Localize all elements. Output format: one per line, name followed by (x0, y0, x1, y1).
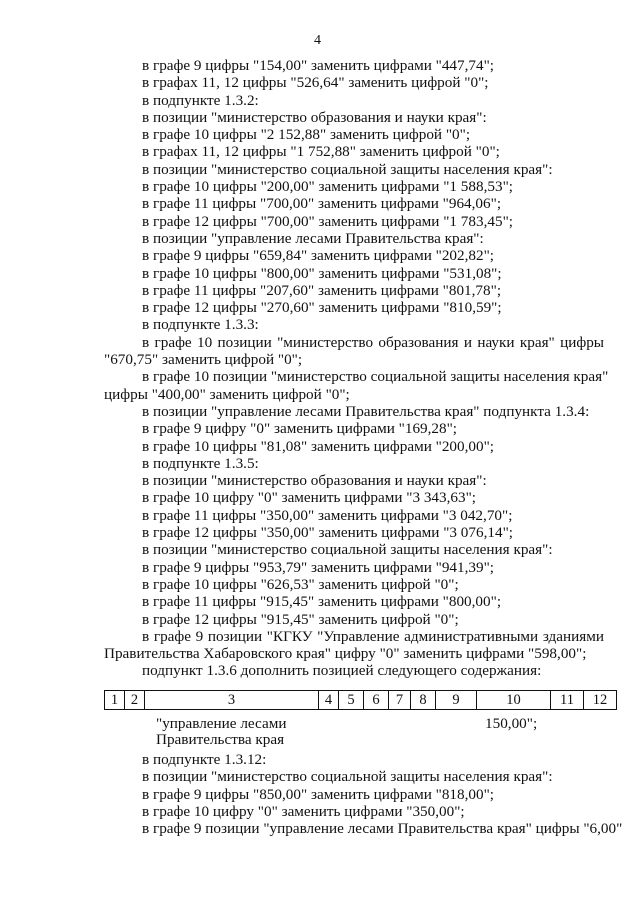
text-line: в графе 9 цифры "154,00" заменить цифрами "447,74"; (142, 57, 495, 74)
text-line: в графе 11 цифры "700,00" заменить цифрами "964,06"; (142, 195, 502, 213)
table-header-row (105, 691, 617, 710)
column-number-cell: 5 (339, 691, 364, 710)
text-line: в графе 9 цифры "659,84" заменить цифрами "202,82"; (142, 247, 495, 265)
text-line: в подпункте 1.3.5: (142, 454, 259, 472)
text-line: в позиции "министерство социальной защиты населения края": (142, 160, 553, 178)
text-line: в графе 9 цифры "850,00" заменить цифрами "818,00"; (142, 785, 495, 803)
text-line: Правительства Хабаровского края" цифру "0" заменить цифрами "598,00"; (104, 645, 587, 663)
text-line: в графе 10 цифры "626,53" заменить цифрой "0"; (142, 575, 459, 593)
text-line: в графе 12 цифры "915,45" заменить цифрой "0"; (142, 610, 459, 628)
column-number-cell: 11 (551, 691, 584, 710)
position-name (156, 716, 286, 748)
text-line: в графе 10 позиции "министерство образования и науки края" цифры (142, 333, 604, 351)
text-line: в позиции "министерство социальной защиты населения края": (142, 768, 553, 786)
text-line: в графе 9 позиции "управление лесами Правительства края" цифры "6,00" (142, 820, 623, 838)
text-line: в графе 11 цифры "915,45" заменить цифрами "800,00"; (142, 593, 502, 611)
text-line: в графе 9 позиции "КГКУ "Управление административными зданиями (142, 627, 604, 645)
document-body-continued (0, 751, 635, 837)
position-name-line: "управление лесами (156, 715, 287, 732)
text-line: в графе 11 цифры "207,60" заменить цифрами "801,78"; (142, 281, 502, 299)
column-number-cell: 4 (319, 691, 339, 710)
text-line: в графе 10 цифру "0" заменить цифрами "350,00"; (142, 802, 465, 820)
text-line: в позиции "министерство социальной защиты населения края": (142, 541, 553, 559)
document-body (0, 57, 635, 680)
text-line: в графе 12 цифры "700,00" заменить цифрами "1 783,45"; (142, 212, 513, 230)
column-number-cell: 3 (145, 691, 319, 710)
column-number-cell: 8 (411, 691, 436, 710)
text-line: в графе 10 цифры "81,08" заменить цифрами "200,00"; (142, 437, 495, 455)
text-line: в графе 12 цифры "270,60" заменить цифрами "810,59"; (142, 299, 502, 317)
text-line: в графе 10 цифры "800,00" заменить цифрами "531,08"; (142, 264, 502, 282)
column-number-cell: 9 (436, 691, 477, 710)
text-line: в графе 9 цифру "0" заменить цифрами "169,28"; (142, 420, 458, 438)
text-line: в графах 11, 12 цифры "526,64" заменить цифрой "0"; (142, 74, 489, 92)
text-line: в подпункте 1.3.2: (142, 91, 259, 109)
text-line: в позиции "министерство образования и науки края": (142, 108, 487, 126)
column-number-table (104, 690, 617, 710)
column-10-value: 150,00"; (485, 715, 538, 732)
column-number-cell: 1 (105, 691, 125, 710)
text-line: в позиции "управление лесами Правительства края" подпункта 1.3.4: (142, 402, 590, 420)
page-number: 4 (314, 33, 321, 48)
column-number-cell: 6 (364, 691, 389, 710)
text-line: в позиции "управление лесами Правительства края": (142, 229, 484, 247)
position-name-line: Правительства края (156, 731, 285, 748)
column-number-cell: 12 (584, 691, 617, 710)
column-number-cell: 10 (477, 691, 551, 710)
text-line: в графах 11, 12 цифры "1 752,88" заменить цифрой "0"; (142, 143, 500, 161)
text-line: в графе 10 цифру "0" заменить цифрами "3 343,63"; (142, 489, 477, 507)
text-line: в графе 10 позиции "министерство социальной защиты населения края" (142, 368, 609, 386)
text-line: в графе 9 цифры "953,79" заменить цифрами "941,39"; (142, 558, 495, 576)
text-line: подпункт 1.3.6 дополнить позицией следующего содержания: (142, 662, 542, 680)
text-line: в графе 10 цифры "2 152,88" заменить цифрой "0"; (142, 126, 471, 144)
text-line: в графе 10 цифры "200,00" заменить цифрами "1 588,53"; (142, 178, 513, 196)
column-number-cell: 7 (389, 691, 411, 710)
text-line: "670,75" заменить цифрой "0"; (104, 351, 303, 369)
text-line: в графе 12 цифры "350,00" заменить цифрами "3 076,14"; (142, 524, 513, 542)
text-line: в позиции "министерство образования и науки края": (142, 472, 487, 490)
column-number-cell: 2 (125, 691, 145, 710)
text-line: в подпункте 1.3.12: (142, 751, 267, 768)
text-line: в графе 11 цифры "350,00" заменить цифрами "3 042,70"; (142, 506, 513, 524)
text-line: в подпункте 1.3.3: (142, 316, 259, 334)
text-line: цифры "400,00" заменить цифрой "0"; (104, 385, 350, 403)
